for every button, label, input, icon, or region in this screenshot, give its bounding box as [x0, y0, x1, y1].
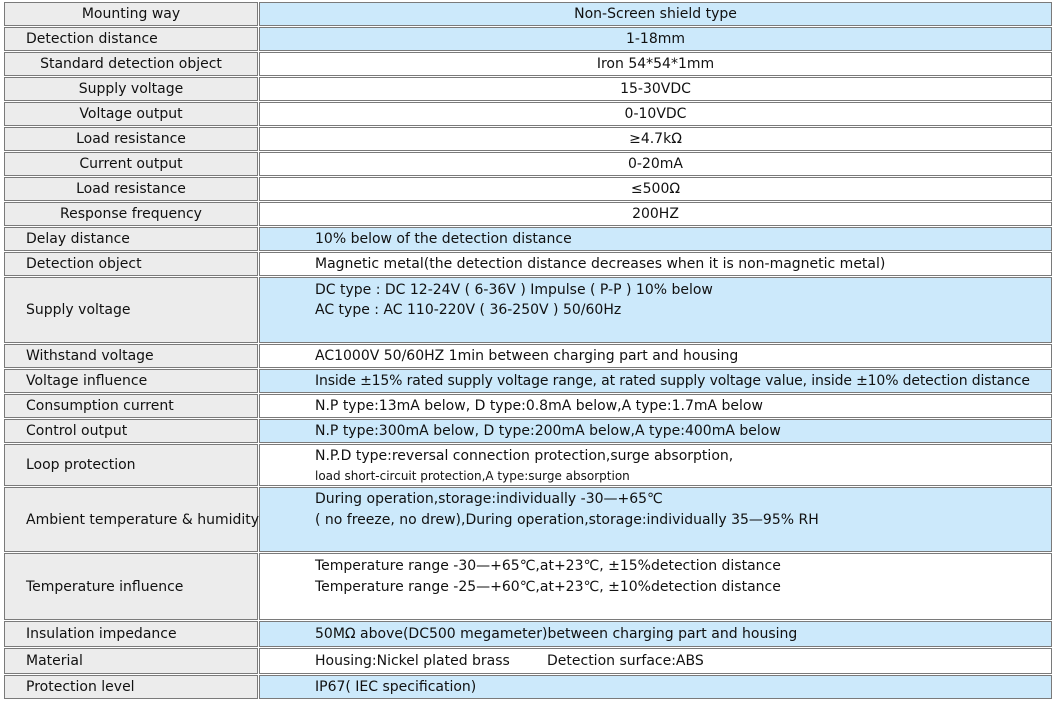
- row-value: ≤500Ω: [630, 181, 681, 197]
- row-value: IP67( IEC specification): [315, 679, 477, 695]
- row-mounting-way: [0, 2, 1052, 26]
- row-value: 10% below of the detection distance: [315, 231, 572, 247]
- row-value: N.P type:13mA below, D type:0.8mA below,A type:1.7mA below: [315, 398, 763, 414]
- label-cell: [4, 369, 258, 393]
- row-load-resistance-voltage: [0, 127, 1052, 151]
- value-cell: [259, 102, 1052, 126]
- value-cell: [259, 487, 1052, 552]
- row-label: Supply voltage: [78, 81, 184, 97]
- label-cell: [4, 419, 258, 443]
- row-value: ≥4.7kΩ: [629, 131, 682, 147]
- value-cell: [259, 227, 1052, 251]
- row-detection-object: [0, 252, 1052, 276]
- row-value-line1: Temperature range -30—+65℃,at+23℃, ±15%detection distance: [315, 558, 781, 574]
- row-insulation-impedance: [0, 621, 1052, 647]
- row-value-line2: AC type : AC 110-220V ( 36-250V ) 50/60Hz: [315, 302, 622, 318]
- label-cell: [4, 553, 258, 620]
- row-temperature-influence: [0, 553, 1052, 620]
- row-value: 15-30VDC: [620, 81, 691, 97]
- row-value-line2: ( no freeze, no drew),During operation,storage:individually 35—95% RH: [315, 512, 819, 528]
- row-value: 0-20mA: [628, 156, 683, 172]
- row-label: Load resistance: [76, 181, 186, 197]
- value-cell: [259, 2, 1052, 26]
- label-cell: [4, 277, 258, 343]
- row-value: 200HZ: [632, 206, 679, 222]
- row-label: Temperature influence: [26, 579, 184, 595]
- label-cell: [4, 2, 258, 26]
- value-cell: [259, 675, 1052, 699]
- value-cell: [259, 621, 1052, 647]
- detection-surface-material: Detection surface:ABS: [547, 653, 704, 669]
- row-standard-detection-object: [0, 52, 1052, 76]
- row-value-line2: Temperature range -25—+60℃,at+23℃, ±10%detection distance: [315, 579, 781, 595]
- value-cell: [259, 152, 1052, 176]
- row-value-line1: DC type : DC 12-24V ( 6-36V ) Impulse ( P-P ) 10% below: [315, 282, 713, 298]
- row-protection-level: [0, 675, 1052, 699]
- value-cell: [259, 52, 1052, 76]
- row-label: Protection level: [26, 679, 135, 695]
- row-detection-distance: [0, 27, 1052, 51]
- row-label: Ambient temperature & humidity: [26, 512, 260, 528]
- row-delay-distance: [0, 227, 1052, 251]
- value-cell: [259, 419, 1052, 443]
- label-cell: [4, 177, 258, 201]
- row-value: 0-10VDC: [624, 106, 687, 122]
- row-value: Magnetic metal(the detection distance decreases when it is non-magnetic metal): [315, 256, 886, 272]
- value-cell: [259, 344, 1052, 368]
- value-cell: [259, 553, 1052, 620]
- row-material: [0, 648, 1052, 674]
- row-value: Iron 54*54*1mm: [596, 56, 715, 72]
- row-response-frequency: [0, 202, 1052, 226]
- row-label: Material: [26, 653, 83, 669]
- row-label: Insulation impedance: [26, 626, 177, 642]
- row-label: Withstand voltage: [26, 348, 154, 364]
- row-value: Inside ±15% rated supply voltage range, at rated supply voltage value, inside ±10% detection distance: [315, 373, 1030, 389]
- value-cell: [259, 369, 1052, 393]
- row-label: Supply voltage: [26, 302, 131, 318]
- value-cell: [259, 77, 1052, 101]
- row-value-line1: During operation,storage:individually -30—+65℃: [315, 491, 663, 507]
- row-label: Current output: [79, 156, 183, 172]
- row-loop-protection: [0, 444, 1052, 486]
- row-label: Control output: [26, 423, 128, 439]
- value-cell: [259, 177, 1052, 201]
- row-label: Mounting way: [81, 6, 181, 22]
- label-cell: [4, 227, 258, 251]
- value-cell: [259, 648, 1052, 674]
- label-cell: [4, 27, 258, 51]
- row-label: Voltage influence: [26, 373, 148, 389]
- row-control-output: [0, 419, 1052, 443]
- value-cell: [259, 252, 1052, 276]
- row-label: Response frequency: [60, 206, 202, 222]
- row-current-output: [0, 152, 1052, 176]
- row-supply-voltage-dc: [0, 77, 1052, 101]
- row-value: AC1000V 50/60HZ 1min between charging part and housing: [315, 348, 739, 364]
- row-value-line1: N.P.D type:reversal connection protection,surge absorption,: [315, 448, 734, 464]
- label-cell: [4, 202, 258, 226]
- label-cell: [4, 487, 258, 552]
- row-ambient-temperature-humidity: [0, 487, 1052, 552]
- row-label: Detection distance: [26, 31, 158, 47]
- label-cell: [4, 344, 258, 368]
- row-label: Delay distance: [26, 231, 130, 247]
- row-value: N.P type:300mA below, D type:200mA below,A type:400mA below: [315, 423, 781, 439]
- row-label: Detection object: [26, 256, 142, 272]
- value-cell: [259, 202, 1052, 226]
- row-label: Standard detection object: [40, 56, 222, 72]
- row-label: Consumption current: [26, 398, 174, 414]
- row-consumption-current: [0, 394, 1052, 418]
- row-value-line2: load short-circuit protection,A type:surge absorption: [315, 469, 630, 483]
- label-cell: [4, 127, 258, 151]
- label-cell: [4, 621, 258, 647]
- row-label: Load resistance: [76, 131, 186, 147]
- label-cell: [4, 77, 258, 101]
- row-voltage-output: [0, 102, 1052, 126]
- row-voltage-influence: [0, 369, 1052, 393]
- row-load-resistance-current: [0, 177, 1052, 201]
- label-cell: [4, 152, 258, 176]
- row-supply-voltage-ac-dc: [0, 277, 1052, 343]
- label-cell: [4, 252, 258, 276]
- label-cell: [4, 102, 258, 126]
- label-cell: [4, 648, 258, 674]
- row-value: 1-18mm: [625, 31, 686, 47]
- row-value: Non-Screen shield type: [574, 6, 737, 22]
- label-cell: [4, 444, 258, 486]
- label-cell: [4, 52, 258, 76]
- row-label: Voltage output: [79, 106, 183, 122]
- label-cell: [4, 394, 258, 418]
- row-withstand-voltage: [0, 344, 1052, 368]
- row-label: Loop protection: [26, 457, 136, 473]
- label-cell: [4, 675, 258, 699]
- housing-material: Housing:Nickel plated brass: [315, 653, 510, 669]
- value-cell: [259, 27, 1052, 51]
- value-cell: [259, 127, 1052, 151]
- value-cell: [259, 444, 1052, 486]
- value-cell: [259, 277, 1052, 343]
- value-cell: [259, 394, 1052, 418]
- row-value: 50MΩ above(DC500 megameter)between charging part and housing: [315, 626, 798, 642]
